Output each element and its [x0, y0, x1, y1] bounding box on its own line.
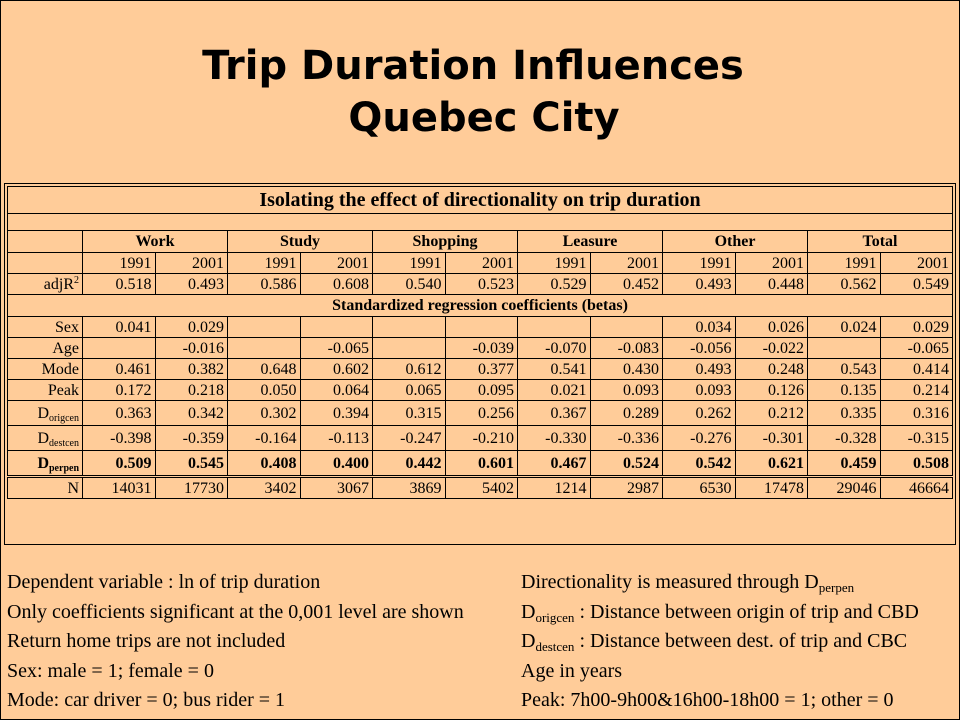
table-cell: 6530 [663, 477, 736, 499]
table-cell: -0.210 [445, 426, 518, 451]
year-header: 1991 [83, 253, 156, 274]
row-label: $D_{perpen}$ [8, 451, 83, 477]
group-header: Leasure [518, 231, 663, 253]
table-row [8, 317, 953, 338]
table-cell: 0.214 [880, 380, 953, 401]
slide-title [0, 40, 960, 144]
year-header: 1991 [808, 253, 881, 274]
table-cell: 0.612 [373, 359, 446, 380]
table-cell [228, 338, 301, 359]
note-line: Sex: male = 1; female = 0 [7, 659, 214, 682]
year-header: 2001 [735, 253, 808, 274]
table-cell: 0.026 [735, 317, 808, 338]
adj-r2-value: 0.549 [880, 274, 953, 295]
table-cell: 0.342 [155, 401, 228, 426]
table-cell: 0.394 [300, 401, 373, 426]
row-label: $D_{origcen}$ [8, 401, 83, 426]
table-cell [228, 317, 301, 338]
table-cell: 3067 [300, 477, 373, 499]
row-label: Peak [8, 380, 83, 401]
table-cell: -0.016 [155, 338, 228, 359]
group-header: Shopping [373, 231, 518, 253]
table-cell: 0.648 [228, 359, 301, 380]
table-cell: 14031 [83, 477, 156, 499]
row-label: $D_{destcen}$ [8, 426, 83, 451]
group-header: Other [663, 231, 808, 253]
table-row [8, 380, 953, 401]
year-header: 2001 [155, 253, 228, 274]
adj-r2-label: adjR$^2$ [8, 274, 83, 295]
table-cell: 0.509 [83, 451, 156, 477]
table-cell: 0.508 [880, 451, 953, 477]
adj-r2-value: 0.493 [663, 274, 736, 295]
table-cell: -0.315 [880, 426, 953, 451]
table-cell [808, 338, 881, 359]
title-line-1: Trip Duration Influences [202, 43, 744, 89]
corner-cell [8, 253, 83, 274]
table-row [8, 338, 953, 359]
corner-cell [8, 231, 83, 253]
table-cell: -0.056 [663, 338, 736, 359]
table-cell: 1214 [518, 477, 591, 499]
table-cell: 29046 [808, 477, 881, 499]
note-line: Return home trips are not included [7, 630, 286, 652]
group-header: Work [83, 231, 228, 253]
table-cell: 0.029 [880, 317, 953, 338]
year-header: 1991 [663, 253, 736, 274]
table-cell: 0.335 [808, 401, 881, 426]
table-cell: 0.543 [808, 359, 881, 380]
table-cell: 3402 [228, 477, 301, 499]
year-header: 2001 [590, 253, 663, 274]
year-header: 2001 [445, 253, 518, 274]
row-label: N [8, 477, 83, 499]
table-cell [518, 317, 591, 338]
note-line: Only coefficients significant at the 0,001 level are shown [7, 600, 464, 623]
table-cell: 0.064 [300, 380, 373, 401]
table-cell: 0.093 [590, 380, 663, 401]
table-cell: 0.541 [518, 359, 591, 380]
table-cell: 0.050 [228, 380, 301, 401]
table-row [8, 477, 953, 499]
adj-r2-value: 0.529 [518, 274, 591, 295]
table-cell: 0.367 [518, 401, 591, 426]
table-cell [83, 338, 156, 359]
table-cell: 0.545 [155, 451, 228, 477]
note-line: $D_{destcen}$ : Distance between dest. of trip and CBC [521, 630, 908, 654]
table-cell: 3869 [373, 477, 446, 499]
table-cell: 0.021 [518, 380, 591, 401]
table-cell: 0.542 [663, 451, 736, 477]
notes-right [521, 568, 919, 716]
regression-table [7, 186, 953, 499]
note-line: Age in years [521, 659, 623, 682]
table-cell: 0.442 [373, 451, 446, 477]
note-line: Mode: car driver = 0; bus rider = 1 [7, 689, 286, 711]
table-cell: 17478 [735, 477, 808, 499]
table-cell: 0.093 [663, 380, 736, 401]
table-cell [445, 317, 518, 338]
table-cell: 0.524 [590, 451, 663, 477]
table-cell: 5402 [445, 477, 518, 499]
table-cell: 0.041 [83, 317, 156, 338]
table-cell: -0.083 [590, 338, 663, 359]
table-cell: 2987 [590, 477, 663, 499]
table-cell: 0.400 [300, 451, 373, 477]
year-header: 2001 [880, 253, 953, 274]
table-cell: 0.621 [735, 451, 808, 477]
table-cell: 0.034 [663, 317, 736, 338]
table-caption: Isolating the effect of directionality on trip duration [8, 187, 953, 214]
year-header: 1991 [373, 253, 446, 274]
title-line-2: Quebec City [348, 95, 620, 141]
table-cell: -0.113 [300, 426, 373, 451]
table-cell: -0.336 [590, 426, 663, 451]
table-cell: 0.172 [83, 380, 156, 401]
table-cell: 0.024 [808, 317, 881, 338]
table-row [8, 451, 953, 477]
table-cell: 0.289 [590, 401, 663, 426]
table-cell: 0.212 [735, 401, 808, 426]
table-cell: 0.461 [83, 359, 156, 380]
table-cell: -0.164 [228, 426, 301, 451]
table-cell: 0.135 [808, 380, 881, 401]
table-cell: -0.398 [83, 426, 156, 451]
table-cell: 0.029 [155, 317, 228, 338]
blank-row [8, 214, 953, 231]
notes-left [7, 568, 464, 716]
table-cell: 0.414 [880, 359, 953, 380]
table-cell: -0.301 [735, 426, 808, 451]
table-cell [373, 338, 446, 359]
table-cell: -0.328 [808, 426, 881, 451]
row-label: Sex [8, 317, 83, 338]
table-cell: -0.247 [373, 426, 446, 451]
table-row [8, 401, 953, 426]
table-cell: 0.302 [228, 401, 301, 426]
adj-r2-value: 0.586 [228, 274, 301, 295]
table-cell: 0.601 [445, 451, 518, 477]
regression-table-box [4, 183, 956, 545]
row-label: Age [8, 338, 83, 359]
table-cell: -0.330 [518, 426, 591, 451]
table-cell: 0.126 [735, 380, 808, 401]
table-cell: 0.262 [663, 401, 736, 426]
year-header: 2001 [300, 253, 373, 274]
table-cell: -0.039 [445, 338, 518, 359]
adj-r2-value: 0.448 [735, 274, 808, 295]
table-cell: 0.363 [83, 401, 156, 426]
table-cell: 0.602 [300, 359, 373, 380]
note-line: $D_{origcen}$ : Distance between origin of trip and CBD [521, 600, 919, 625]
table-cell: 0.377 [445, 359, 518, 380]
table-cell: 0.467 [518, 451, 591, 477]
table-cell: 0.095 [445, 380, 518, 401]
table-cell: 0.408 [228, 451, 301, 477]
adj-r2-value: 0.493 [155, 274, 228, 295]
table-cell: -0.359 [155, 426, 228, 451]
table-cell: 17730 [155, 477, 228, 499]
table-cell: 0.459 [808, 451, 881, 477]
group-header: Study [228, 231, 373, 253]
table-cell: -0.065 [880, 338, 953, 359]
table-cell: 0.218 [155, 380, 228, 401]
table-cell: 0.065 [373, 380, 446, 401]
table-cell [300, 317, 373, 338]
table-cell: 0.315 [373, 401, 446, 426]
adj-r2-value: 0.608 [300, 274, 373, 295]
table-cell: 0.430 [590, 359, 663, 380]
table-cell: -0.065 [300, 338, 373, 359]
note-line: Dependent variable : ln of trip duration [7, 571, 321, 593]
table-row [8, 426, 953, 451]
adj-r2-value: 0.540 [373, 274, 446, 295]
adj-r2-value: 0.562 [808, 274, 881, 295]
table-cell: 0.256 [445, 401, 518, 426]
section-header: Standardized regression coefficients (betas) [8, 295, 953, 317]
group-header: Total [808, 231, 953, 253]
note-line: Peak: 7h00-9h00&16h00-18h00 = 1; other = 0 [521, 689, 894, 711]
year-header: 1991 [518, 253, 591, 274]
table-cell [590, 317, 663, 338]
row-label: Mode [8, 359, 83, 380]
table-cell: -0.070 [518, 338, 591, 359]
table-cell: 46664 [880, 477, 953, 499]
adj-r2-value: 0.452 [590, 274, 663, 295]
year-header: 1991 [228, 253, 301, 274]
table-cell: 0.248 [735, 359, 808, 380]
note-line: Directionality is measured through $D_{perpen}$ [521, 571, 855, 595]
table-cell: -0.276 [663, 426, 736, 451]
table-cell: 0.382 [155, 359, 228, 380]
adj-r2-value: 0.523 [445, 274, 518, 295]
table-cell: 0.316 [880, 401, 953, 426]
table-row [8, 359, 953, 380]
adj-r2-value: 0.518 [83, 274, 156, 295]
table-cell: -0.022 [735, 338, 808, 359]
table-cell: 0.493 [663, 359, 736, 380]
table-cell [373, 317, 446, 338]
